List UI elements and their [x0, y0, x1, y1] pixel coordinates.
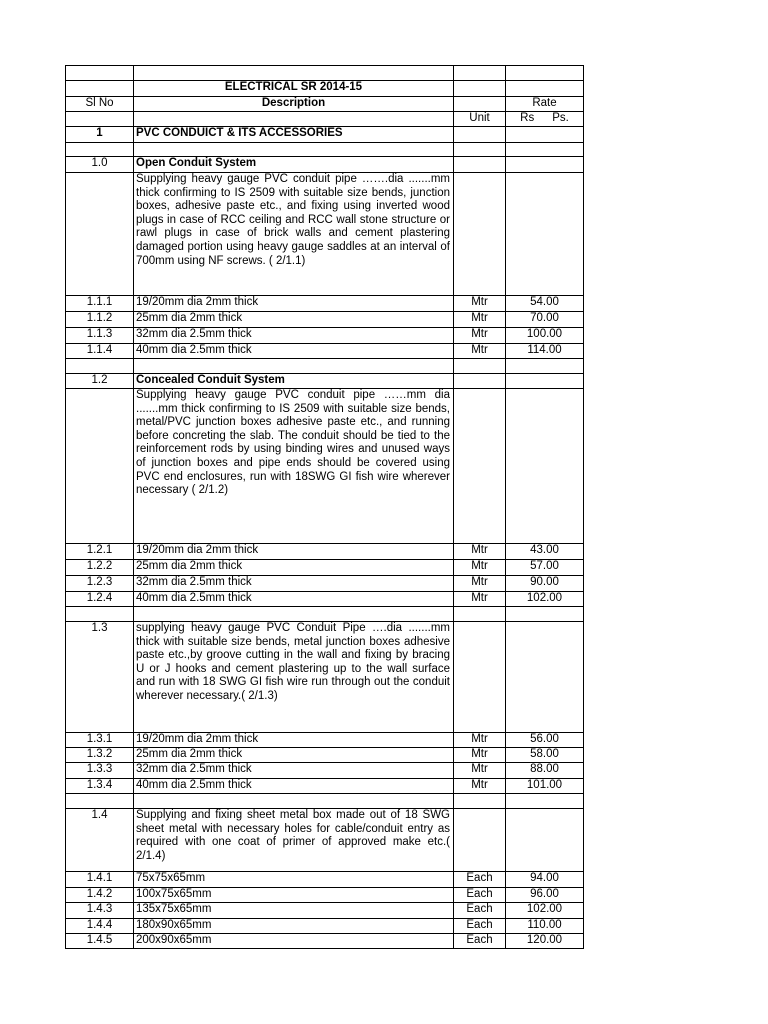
unit-header-row	[66, 112, 584, 127]
item-number: 1.1.4	[66, 344, 134, 359]
item-unit: Mtr	[454, 312, 506, 328]
item-unit: Each	[454, 903, 506, 919]
ps-header: Ps.	[552, 112, 569, 124]
item-number: 1.3.3	[66, 763, 134, 779]
item-rate: 100.00	[506, 328, 584, 344]
blank-row	[66, 143, 584, 157]
item-rate: 54.00	[506, 296, 584, 312]
table-row	[66, 544, 584, 560]
item-size: 32mm dia 2.5mm thick	[134, 763, 454, 779]
item-number: 1.3.1	[66, 733, 134, 748]
item-rate: 90.00	[506, 576, 584, 592]
item-number: 1.3.2	[66, 748, 134, 763]
item-unit: Mtr	[454, 576, 506, 592]
table-row	[66, 779, 584, 794]
description-row	[66, 173, 584, 296]
item-unit: Mtr	[454, 763, 506, 779]
table-row	[66, 733, 584, 748]
table-row	[66, 296, 584, 312]
item-number: 1.4.4	[66, 919, 134, 934]
blank-row	[66, 66, 584, 81]
item-number: 1.3.4	[66, 779, 134, 794]
item-rate: 88.00	[506, 763, 584, 779]
subsection-number: 1.3	[66, 622, 134, 733]
item-size: 135x75x65mm	[134, 903, 454, 919]
item-rate: 102.00	[506, 592, 584, 607]
item-unit: Mtr	[454, 560, 506, 576]
unit-header: Unit	[454, 112, 506, 127]
item-rate: 43.00	[506, 544, 584, 560]
table-row	[66, 903, 584, 919]
table-row	[66, 576, 584, 592]
section-number: 1	[66, 127, 134, 143]
item-unit: Each	[454, 888, 506, 903]
subsection-number: 1.0	[66, 157, 134, 173]
item-rate: 70.00	[506, 312, 584, 328]
item-size: 19/20mm dia 2mm thick	[134, 544, 454, 560]
section-row	[66, 127, 584, 143]
item-rate: 120.00	[506, 934, 584, 949]
item-rate: 96.00	[506, 888, 584, 903]
item-unit: Mtr	[454, 544, 506, 560]
item-size: 25mm dia 2mm thick	[134, 560, 454, 576]
blank-row	[66, 794, 584, 809]
item-size: 75x75x65mm	[134, 872, 454, 888]
sheet-title: ELECTRICAL SR 2014-15	[134, 81, 454, 97]
table-row	[66, 888, 584, 903]
subsection-title: Open Conduit System	[134, 157, 454, 173]
item-rate: 114.00	[506, 344, 584, 359]
item-number: 1.4.3	[66, 903, 134, 919]
item-size: 180x90x65mm	[134, 919, 454, 934]
item-number: 1.1.2	[66, 312, 134, 328]
item-size: 19/20mm dia 2mm thick	[134, 733, 454, 748]
rs-header: Rs	[520, 112, 535, 124]
table-row	[66, 748, 584, 763]
item-description: Supplying heavy gauge PVC conduit pipe …….dia .......mm thick confirming to IS 2509 with suitable size bends, junction boxes, adhesive paste etc., and fixing using inverted wood plugs in case of RCC ceiling and RCC wall stone structure or rawl plugs in case of brick walls and cement plastering damaged portion using heavy gauge saddles at an interval of 700mm using NF screws. ( 2/1.1)	[134, 173, 454, 296]
description-header: Description	[134, 97, 454, 112]
item-description: Supplying heavy gauge PVC conduit pipe ……mm dia .......mm thick confirming to IS 2509 with suitable size bends, metal/PVC junction boxes adhesive paste etc., and running before concreting the slab. The conduit should be tied to the reinforcement rods by using binding wires and unused ways of junction boxes and pipe ends should be covered using PVC end enclosures, run with 18SWG GI fish wire wherever necessary ( 2/1.2)	[134, 389, 454, 544]
table-row	[66, 344, 584, 359]
subsection-title: Concealed Conduit System	[134, 374, 454, 389]
item-rate: 58.00	[506, 748, 584, 763]
item-rate: 57.00	[506, 560, 584, 576]
table-row	[66, 328, 584, 344]
item-number: 1.4.1	[66, 872, 134, 888]
item-rate: 94.00	[506, 872, 584, 888]
item-rate: 102.00	[506, 903, 584, 919]
table-row	[66, 919, 584, 934]
table-row	[66, 872, 584, 888]
title-row	[66, 81, 584, 97]
description-row	[66, 622, 584, 733]
table-row	[66, 763, 584, 779]
item-size: 25mm dia 2mm thick	[134, 312, 454, 328]
subsection-number: 1.2	[66, 374, 134, 389]
item-size: 19/20mm dia 2mm thick	[134, 296, 454, 312]
item-unit: Mtr	[454, 296, 506, 312]
item-unit: Mtr	[454, 733, 506, 748]
item-number: 1.4.5	[66, 934, 134, 949]
item-unit: Each	[454, 934, 506, 949]
section-title: PVC CONDUICT & ITS ACCESSORIES	[134, 127, 454, 143]
item-rate: 101.00	[506, 779, 584, 794]
item-number: 1.1.1	[66, 296, 134, 312]
item-description: supplying heavy gauge PVC Conduit Pipe ….dia .......mm thick with suitable size bends, metal junction boxes adhesive paste etc.,by groove cutting in the wall and fixing by bracing U or J hooks and cement plastering up to the wall surface and run with 18 SWG GI fish wire run through out the conduit wherever necessary.( 2/1.3)	[134, 622, 454, 733]
sl-no-header: Sl No	[66, 97, 134, 112]
item-unit: Mtr	[454, 748, 506, 763]
item-description: Supplying and fixing sheet metal box made out of 18 SWG sheet metal with necessary holes for cable/conduit entry as required with one coat of primer of approved make etc.( 2/1.4)	[134, 809, 454, 872]
column-header-row	[66, 97, 584, 112]
item-rate: 110.00	[506, 919, 584, 934]
item-unit: Mtr	[454, 328, 506, 344]
blank-row	[66, 607, 584, 622]
item-number: 1.2.1	[66, 544, 134, 560]
item-unit: Mtr	[454, 592, 506, 607]
subsection-row	[66, 157, 584, 173]
rate-header: Rate	[506, 97, 584, 112]
item-number: 1.2.2	[66, 560, 134, 576]
item-unit: Mtr	[454, 779, 506, 794]
item-number: 1.4.2	[66, 888, 134, 903]
rate-schedule-table	[65, 65, 584, 949]
table-row	[66, 560, 584, 576]
subsection-number: 1.4	[66, 809, 134, 872]
item-rate: 56.00	[506, 733, 584, 748]
subsection-row	[66, 374, 584, 389]
item-number: 1.2.4	[66, 592, 134, 607]
item-size: 100x75x65mm	[134, 888, 454, 903]
item-size: 40mm dia 2.5mm thick	[134, 344, 454, 359]
item-size: 32mm dia 2.5mm thick	[134, 328, 454, 344]
description-row	[66, 389, 584, 544]
table-row	[66, 592, 584, 607]
item-size: 40mm dia 2.5mm thick	[134, 592, 454, 607]
item-unit: Each	[454, 872, 506, 888]
item-size: 200x90x65mm	[134, 934, 454, 949]
item-size: 25mm dia 2mm thick	[134, 748, 454, 763]
blank-row	[66, 359, 584, 374]
item-number: 1.2.3	[66, 576, 134, 592]
table-row	[66, 312, 584, 328]
item-size: 40mm dia 2.5mm thick	[134, 779, 454, 794]
item-size: 32mm dia 2.5mm thick	[134, 576, 454, 592]
item-unit: Mtr	[454, 344, 506, 359]
rs-ps-header	[506, 112, 584, 127]
item-unit: Each	[454, 919, 506, 934]
description-row	[66, 809, 584, 872]
table-row	[66, 934, 584, 949]
item-number: 1.1.3	[66, 328, 134, 344]
